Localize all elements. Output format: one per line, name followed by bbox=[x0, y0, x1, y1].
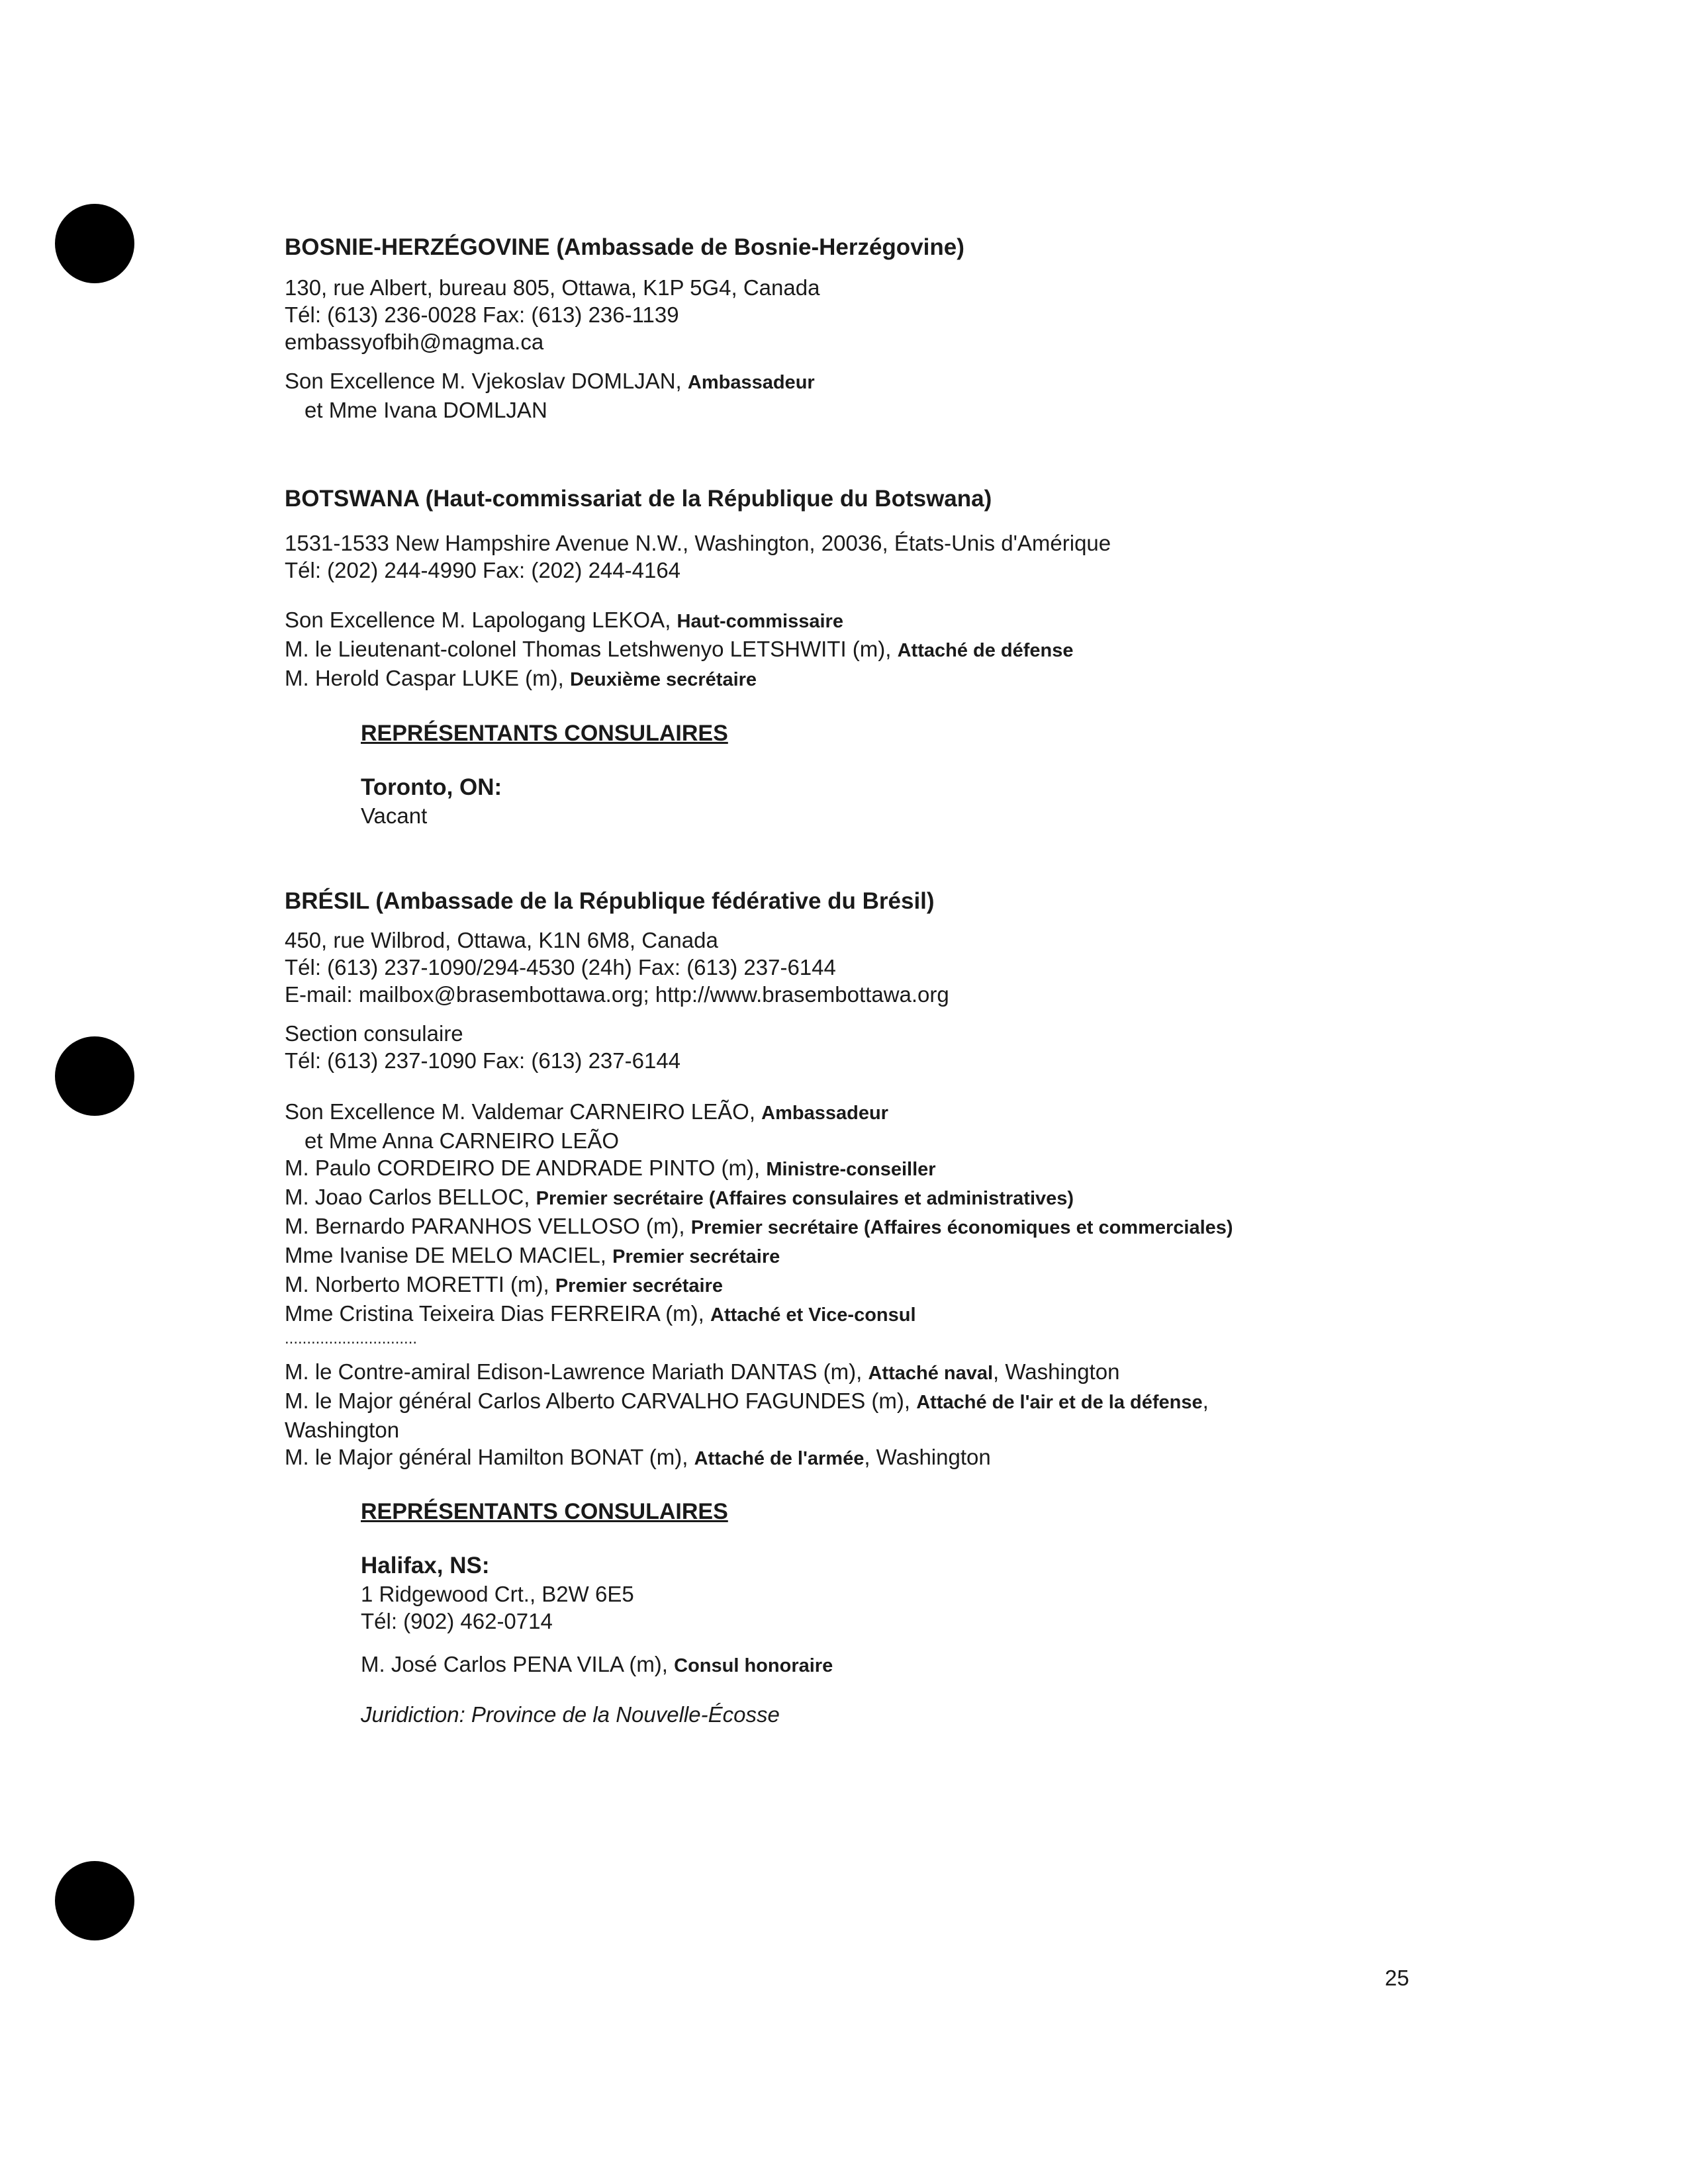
attache-title: Attaché de l'air et de la défense bbox=[916, 1392, 1203, 1413]
bosnie-heading: BOSNIE-HERZÉGOVINE (Ambassade de Bosnie-Herzégovine) bbox=[285, 234, 964, 260]
staff-name: M. Norberto MORETTI (m), bbox=[285, 1272, 555, 1297]
botswana-phone: Tél: (202) 244-4990 Fax: (202) 244-4164 bbox=[285, 558, 681, 582]
attache-location: , Washington bbox=[864, 1445, 991, 1469]
botswana-address: 1531-1533 New Hampshire Avenue N.W., Washington, 20036, États-Unis d'Amérique bbox=[285, 531, 1111, 555]
binder-hole-middle bbox=[55, 1036, 134, 1116]
attache-name: M. le Contre-amiral Edison-Lawrence Mariath DANTAS (m), bbox=[285, 1359, 868, 1384]
bresil-email: E-mail: mailbox@brasembottawa.org; http://www.brasembottawa.org bbox=[285, 982, 949, 1007]
staff-line bbox=[285, 1127, 1602, 1154]
page-number: 25 bbox=[1385, 1966, 1409, 1990]
attache-name: Washington bbox=[285, 1418, 400, 1442]
bosnie-email: embassyofbih@magma.ca bbox=[285, 330, 544, 354]
bresil-section-phone: Tél: (613) 237-1090 Fax: (613) 237-6144 bbox=[285, 1048, 681, 1073]
staff-title: Ambassadeur bbox=[687, 372, 815, 393]
staff-name: Mme Cristina Teixeira Dias FERREIRA (m), bbox=[285, 1301, 711, 1326]
staff-title: Deuxième secrétaire bbox=[569, 669, 757, 690]
bresil-section-label: Section consulaire bbox=[285, 1021, 463, 1046]
attache-line bbox=[285, 1443, 1602, 1473]
staff-line bbox=[285, 635, 1602, 664]
bresil-heading: BRÉSIL (Ambassade de la République fédérative du Brésil) bbox=[285, 888, 935, 914]
attache-line bbox=[285, 1416, 1602, 1443]
staff-line bbox=[285, 1212, 1602, 1242]
binder-hole-bottom bbox=[55, 1861, 134, 1940]
jurisdiction: Juridiction: Province de la Nouvelle-Écosse bbox=[361, 1702, 780, 1727]
staff-name: M. le Lieutenant-colonel Thomas Letshwenyo LETSHWITI (m), bbox=[285, 637, 898, 661]
bosnie-address: 130, rue Albert, bureau 805, Ottawa, K1P 5G4, Canada bbox=[285, 275, 820, 300]
staff-title: Attaché et Vice-consul bbox=[710, 1304, 916, 1326]
consular-heading: REPRÉSENTANTS CONSULAIRES bbox=[361, 1499, 728, 1524]
bresil-address: 450, rue Wilbrod, Ottawa, K1N 6M8, Canada bbox=[285, 928, 718, 952]
attache-title: Attaché de l'armée bbox=[694, 1448, 865, 1469]
attache-name: M. le Major général Carlos Alberto CARVALHO FAGUNDES (m), bbox=[285, 1388, 917, 1413]
consul-name: M. José Carlos PENA VILA (m), bbox=[361, 1652, 675, 1676]
bresil-section bbox=[285, 887, 1602, 1473]
staff-line bbox=[285, 1242, 1602, 1271]
staff-line bbox=[285, 1271, 1602, 1300]
consular-phone: Tél: (902) 462-0714 bbox=[361, 1609, 553, 1633]
botswana-heading: BOTSWANA (Haut-commissariat de la République du Botswana) bbox=[285, 486, 992, 512]
staff-title: Premier secrétaire bbox=[612, 1246, 780, 1267]
staff-title: Ambassadeur bbox=[761, 1103, 888, 1124]
consul-title: Consul honoraire bbox=[674, 1655, 833, 1676]
bosnie-phone: Tél: (613) 236-0028 Fax: (613) 236-1139 bbox=[285, 302, 679, 327]
attache-location: , bbox=[1202, 1388, 1209, 1413]
staff-name: Mme Ivanise DE MELO MACIEL, bbox=[285, 1243, 613, 1267]
staff-name: M. Paulo CORDEIRO DE ANDRADE PINTO (m), bbox=[285, 1156, 767, 1180]
staff-name: Son Excellence M. Vjekoslav DOMLJAN, bbox=[285, 369, 688, 393]
staff-title: Premier secrétaire bbox=[555, 1275, 723, 1297]
staff-title: Haut-commissaire bbox=[677, 611, 843, 632]
staff-line bbox=[285, 1183, 1602, 1212]
attache-name: M. le Major général Hamilton BONAT (m), bbox=[285, 1445, 694, 1469]
botswana-section bbox=[285, 484, 1602, 694]
staff-name: M. Bernardo PARANHOS VELLOSO (m), bbox=[285, 1214, 691, 1238]
staff-line bbox=[285, 1300, 1602, 1329]
staff-line bbox=[285, 396, 1602, 424]
staff-name: Son Excellence M. Valdemar CARNEIRO LEÃO, bbox=[285, 1099, 762, 1124]
staff-title: Attaché de défense bbox=[897, 640, 1074, 661]
consular-city: Halifax, NS: bbox=[361, 1553, 490, 1578]
bresil-phone: Tél: (613) 237-1090/294-4530 (24h) Fax: (613) 237-6144 bbox=[285, 955, 836, 979]
dotted-separator: .............................. bbox=[285, 1330, 418, 1347]
attache-location: , Washington bbox=[993, 1359, 1120, 1384]
consul-line bbox=[361, 1651, 833, 1680]
staff-line bbox=[285, 367, 1602, 396]
consular-heading: REPRÉSENTANTS CONSULAIRES bbox=[361, 721, 728, 746]
attache-line bbox=[285, 1358, 1602, 1387]
botswana-consular bbox=[361, 719, 728, 829]
staff-name: et Mme Anna CARNEIRO LEÃO bbox=[305, 1128, 620, 1153]
consular-city: Toronto, ON: bbox=[361, 774, 502, 800]
attache-title: Attaché naval bbox=[868, 1363, 994, 1384]
staff-line bbox=[285, 606, 1602, 635]
staff-name: M. Herold Caspar LUKE (m), bbox=[285, 666, 570, 690]
staff-line bbox=[285, 664, 1602, 694]
staff-title: Premier secrétaire (Affaires économiques et commerciales) bbox=[690, 1217, 1233, 1238]
staff-line bbox=[285, 1154, 1602, 1183]
staff-title: Premier secrétaire (Affaires consulaires et administratives) bbox=[536, 1188, 1074, 1209]
attache-line bbox=[285, 1387, 1602, 1416]
staff-name: Son Excellence M. Lapologang LEKOA, bbox=[285, 608, 677, 632]
staff-name: M. Joao Carlos BELLOC, bbox=[285, 1185, 536, 1209]
staff-title: Ministre-conseiller bbox=[766, 1159, 936, 1180]
consular-status: Vacant bbox=[361, 803, 428, 828]
staff-line bbox=[285, 1098, 1602, 1127]
staff-name: et Mme Ivana DOMLJAN bbox=[305, 398, 547, 422]
bosnie-section bbox=[285, 233, 1602, 424]
binder-hole-top bbox=[55, 204, 134, 283]
consular-address: 1 Ridgewood Crt., B2W 6E5 bbox=[361, 1582, 634, 1606]
bresil-consular bbox=[361, 1497, 833, 1728]
